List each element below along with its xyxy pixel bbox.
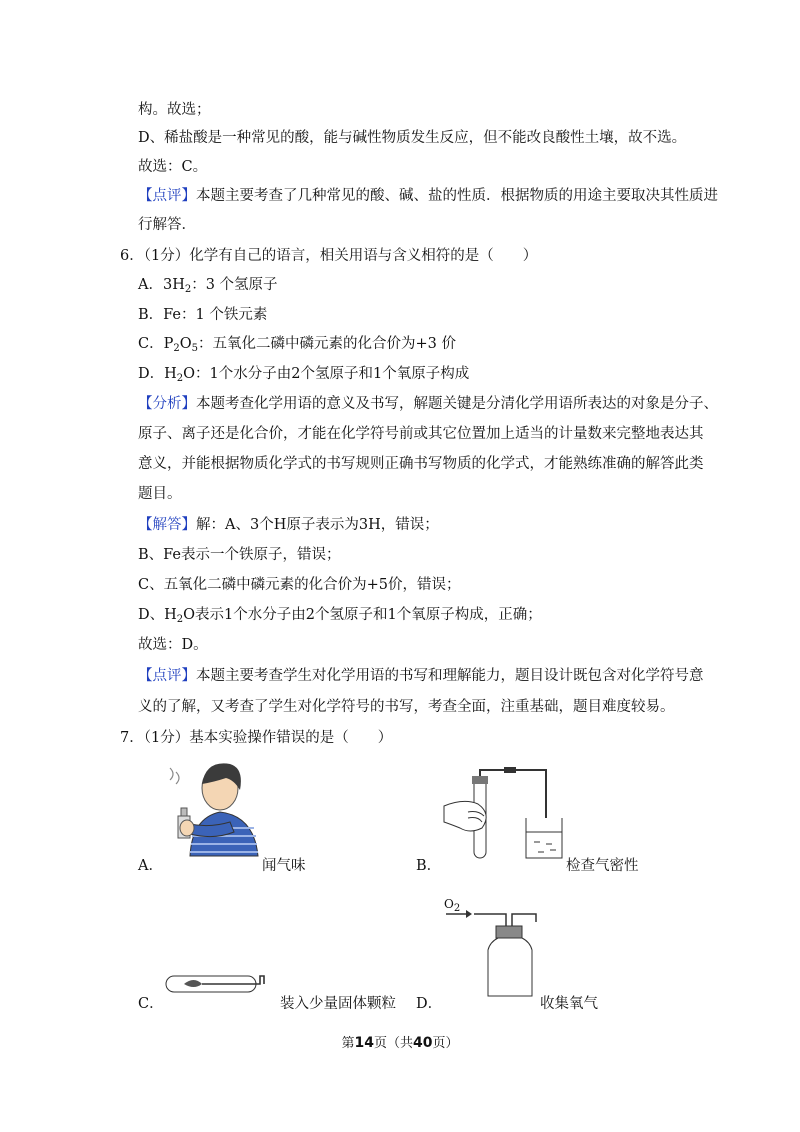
answer-tag: 【解答】 (138, 517, 196, 533)
option-a: A． (138, 858, 163, 874)
answer-sub: 2 (176, 614, 184, 625)
caption-c: 装入少量固体颗粒 (280, 996, 396, 1012)
smell-gas-figure (160, 758, 268, 858)
option-c-sub: 2 (173, 343, 180, 354)
footer-post: 页） (432, 1036, 459, 1051)
total-pages: 40 (413, 1035, 433, 1051)
text-line: 义的了解，又考查了学生对化学符号的书写，考查全面，注重基础，题目难度较易。 (138, 699, 675, 715)
question-6-stem: 6．（1分）化学有自己的语言，相关用语与含义相符的是（ ） (120, 248, 538, 264)
option-d (138, 364, 469, 384)
option-d-pre: D．H (138, 366, 177, 382)
review-text: 本题主要考查了几种常见的酸、碱、盐的性质．根据物质的用途主要取决其性质进 (196, 188, 718, 204)
analysis-tag: 【分析】 (138, 396, 196, 412)
review-tag: 【点评】 (138, 668, 196, 684)
option-a-pre: A．3H (138, 277, 185, 293)
airtightness-figure (438, 766, 568, 862)
review-line (138, 666, 704, 686)
option-d: D． (416, 996, 443, 1012)
oxygen-sub: 2 (453, 903, 461, 914)
question-7-stem: 7．（1分）基本实验操作错误的是（ ） (120, 730, 393, 746)
review-tag: 【点评】 (138, 188, 196, 204)
review-text: 本题主要考查学生对化学用语的书写和理解能力，题目设计既包含对化学符号意 (196, 668, 704, 684)
option-d-sub: 2 (176, 373, 184, 384)
option-b: B．Fe：1 个铁元素 (138, 307, 268, 323)
option-c-mid: O (179, 336, 192, 352)
option-c: C． (138, 996, 164, 1012)
text-line: 题目。 (138, 486, 182, 502)
option-c-sub: 5 (191, 343, 198, 354)
option-a-sub: 2 (184, 284, 192, 295)
text-line: 行解答． (138, 217, 196, 233)
caption-a: 闻气味 (262, 858, 306, 874)
collect-oxygen-figure (440, 906, 550, 998)
oxygen-main: O (444, 897, 454, 911)
option-c-pre: C．P (138, 336, 174, 352)
text-line (138, 605, 542, 625)
load-solid-figure (162, 970, 272, 1000)
footer-pre: 第 (341, 1036, 355, 1051)
option-d-post: O：1个水分子由2个氢原子和1个氧原子构成 (183, 366, 470, 382)
analysis-line (138, 394, 718, 414)
page-number: 14 (354, 1035, 374, 1051)
text-line: 意义，并能根据物质化学式的书写规则正确书写物质的化学式，才能熟练准确的解答此类 (138, 456, 704, 472)
text-line: 构。故选； (138, 102, 211, 118)
text-line: B、Fe表示一个铁原子，错误； (138, 547, 341, 563)
answer-post: O表示1个水分子由2个氢原子和1个氧原子构成，正确； (183, 607, 542, 623)
review-line (138, 186, 718, 206)
caption-d: 收集氧气 (540, 996, 598, 1012)
text-line: 故选：D。 (138, 637, 208, 653)
answer-text: 解：A、3个H原子表示为3H，错误； (196, 517, 439, 533)
option-c-post: ：五氧化二磷中磷元素的化合价为+3 价 (198, 336, 456, 352)
answer-pre: D、H (138, 607, 177, 623)
text-line: D、稀盐酸是一种常见的酸，能与碱性物质发生反应，但不能改良酸性土壤，故不选。 (138, 130, 687, 146)
footer-mid: 页（共 (373, 1036, 413, 1051)
text-line: 原子、离子还是化合价，才能在化学符号前或其它位置加上适当的计量数来完整地表达其 (138, 426, 704, 442)
caption-b: 检查气密性 (566, 858, 639, 874)
analysis-text: 本题考查化学用语的意义及书写，解题关键是分清化学用语所表达的对象是分子、 (196, 396, 718, 412)
page-footer (0, 1032, 800, 1051)
option-c (138, 334, 456, 354)
option-a (138, 275, 278, 295)
answer-line (138, 515, 439, 535)
option-b: B． (416, 858, 442, 874)
text-line: C、五氧化二磷中磷元素的化合价为+5价，错误； (138, 577, 461, 593)
option-a-post: ：3 个氢原子 (191, 277, 278, 293)
text-line: 故选：C。 (138, 159, 208, 175)
